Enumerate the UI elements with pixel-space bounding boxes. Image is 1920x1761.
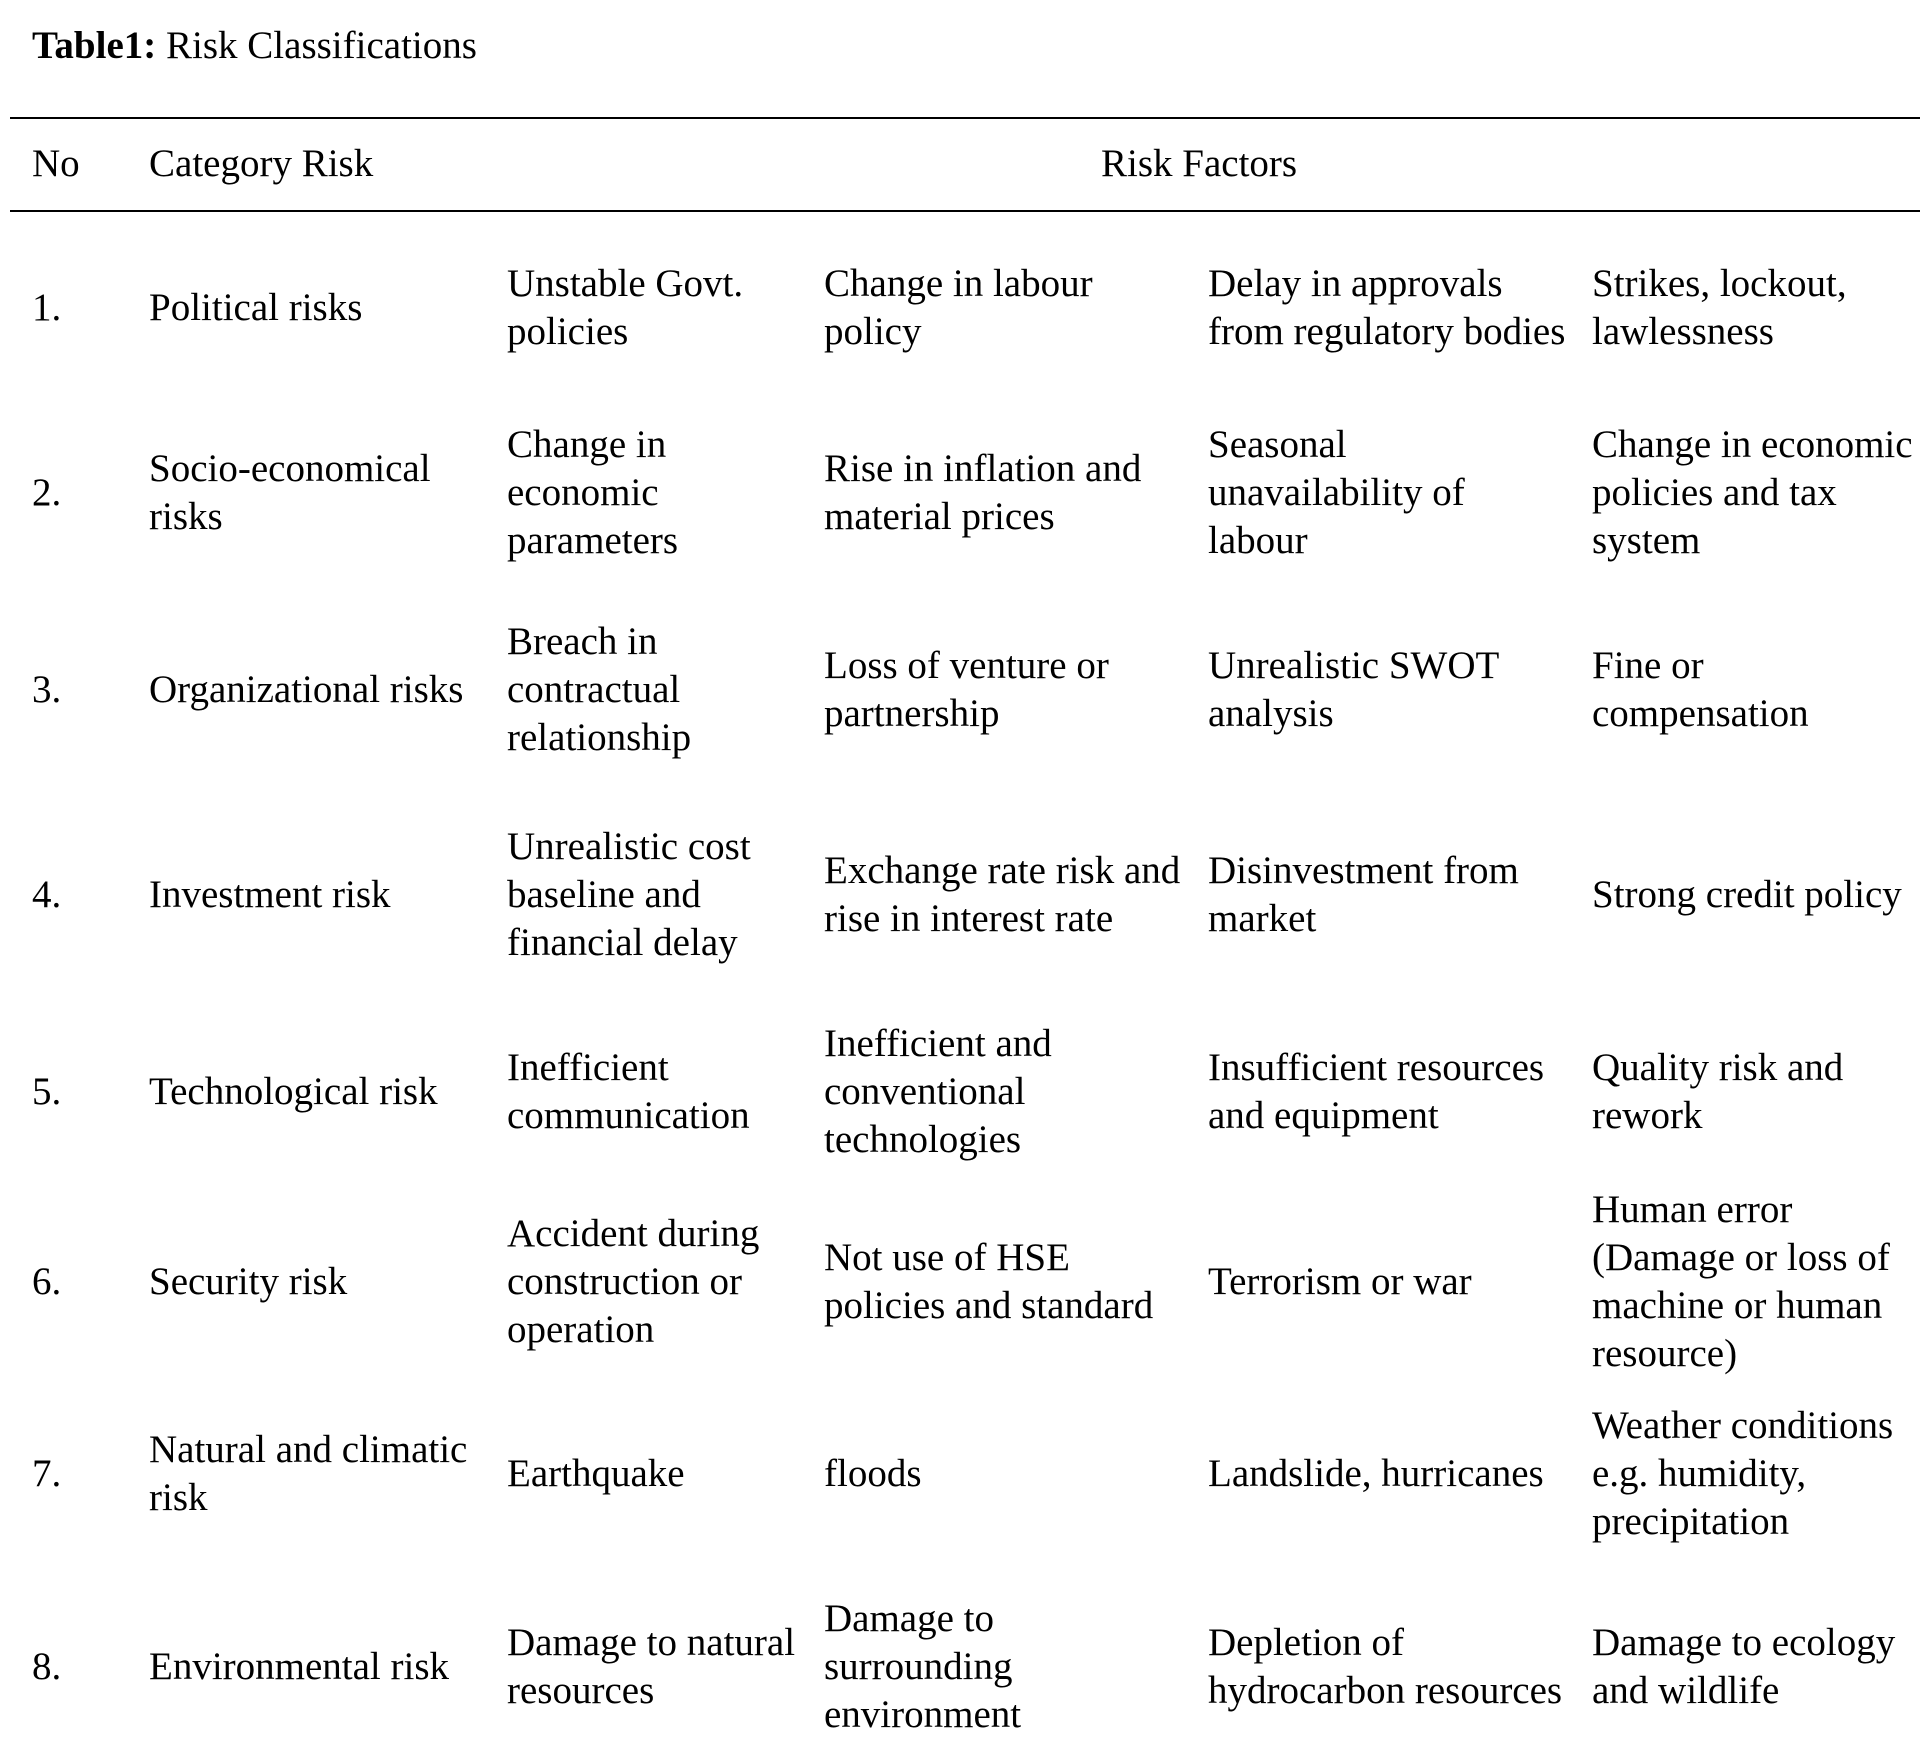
row-number: 7.	[32, 1452, 62, 1495]
row-number: 4.	[32, 873, 62, 916]
risk-factor: Breach in contractual relationship	[507, 620, 692, 759]
row-number: 6.	[32, 1260, 62, 1303]
risk-factor-cell	[1592, 228, 1920, 388]
header-risk-factors: Risk Factors	[1101, 142, 1298, 185]
risk-factor: Damage to natural resources	[507, 1621, 796, 1712]
risk-factor: Earthquake	[507, 1452, 685, 1495]
category-cell	[149, 800, 479, 990]
risk-factor-cell	[507, 800, 807, 990]
risk-factor: Not use of HSE policies and standard	[824, 1236, 1154, 1327]
table-row	[0, 228, 1920, 388]
risk-factor-cell	[1208, 1582, 1568, 1752]
risk-factor-cell	[1592, 1384, 1920, 1564]
table-row	[0, 1188, 1920, 1376]
risk-factor-cell	[824, 800, 1184, 990]
risk-factor: Strong credit policy	[1592, 873, 1902, 916]
risk-factor-cell	[824, 1384, 1184, 1564]
risk-factor: Landslide, hurricanes	[1208, 1452, 1544, 1495]
table-row	[0, 1582, 1920, 1752]
risk-factor: Weather conditions e.g. humidity, precipitation	[1592, 1404, 1894, 1543]
risk-factor: Change in labour policy	[824, 262, 1093, 353]
row-number: 8.	[32, 1645, 62, 1688]
risk-factor-cell	[1208, 408, 1568, 578]
risk-factor-cell	[824, 1000, 1184, 1184]
category-name: Natural and climatic risk	[149, 1428, 468, 1519]
risk-factor-cell	[1592, 800, 1920, 990]
risk-factor: Change in economic policies and tax system	[1592, 423, 1913, 562]
risk-factor-cell	[824, 1582, 1184, 1752]
header-no: No	[32, 142, 80, 185]
risk-factor-cell	[824, 606, 1184, 774]
risk-factor: Exchange rate risk and rise in interest rate	[824, 849, 1181, 940]
category-name: Political risks	[149, 286, 363, 329]
row-number-cell	[32, 606, 132, 774]
caption-title: Risk Classifications	[156, 24, 477, 67]
category-cell	[149, 1582, 479, 1752]
risk-factor: Unrealistic SWOT analysis	[1208, 644, 1499, 735]
category-cell	[149, 1384, 479, 1564]
risk-factor-cell	[1208, 1384, 1568, 1564]
category-name: Investment risk	[149, 873, 391, 916]
row-number: 1.	[32, 286, 62, 329]
category-cell	[149, 1188, 479, 1376]
row-number-cell	[32, 1188, 132, 1376]
risk-factor: Depletion of hydrocarbon resources	[1208, 1621, 1563, 1712]
risk-factor-cell	[1592, 408, 1920, 578]
risk-factor-cell	[824, 408, 1184, 578]
row-number: 3.	[32, 668, 62, 711]
risk-factor: Fine or compensation	[1592, 644, 1809, 735]
risk-factor: Quality risk and rework	[1592, 1046, 1844, 1137]
table-row	[0, 1384, 1920, 1564]
risk-factor: Strikes, lockout, lawlessness	[1592, 262, 1847, 353]
header-rule	[10, 210, 1920, 212]
risk-factor-cell	[1592, 1000, 1920, 1184]
risk-factor: Rise in inflation and material prices	[824, 447, 1142, 538]
category-cell	[149, 1000, 479, 1184]
risk-factor-cell	[507, 1384, 807, 1564]
table-row	[0, 606, 1920, 774]
category-name: Technological risk	[149, 1070, 438, 1113]
header-category-risk: Category Risk	[149, 142, 374, 185]
risk-factor: Loss of venture or partnership	[824, 644, 1109, 735]
risk-factor-cell	[1208, 1188, 1568, 1376]
risk-factor-cell	[1208, 228, 1568, 388]
table-row	[0, 408, 1920, 578]
table-row	[0, 800, 1920, 990]
risk-factor-cell	[1208, 1000, 1568, 1184]
caption-label: Table1:	[32, 24, 157, 67]
risk-factor-cell	[507, 1000, 807, 1184]
risk-factor-cell	[1592, 1582, 1920, 1752]
risk-factor-cell	[507, 408, 807, 578]
category-name: Organizational risks	[149, 668, 464, 711]
risk-factor-cell	[824, 228, 1184, 388]
risk-factor-cell	[507, 606, 807, 774]
category-name: Environmental risk	[149, 1645, 450, 1688]
risk-factor: floods	[824, 1452, 922, 1495]
risk-factor-cell	[1592, 1188, 1920, 1376]
top-rule	[10, 117, 1920, 119]
risk-factor-cell	[507, 1188, 807, 1376]
row-number-cell	[32, 1384, 132, 1564]
row-number: 5.	[32, 1070, 62, 1113]
risk-factor: Damage to ecology and wildlife	[1592, 1621, 1896, 1712]
risk-factor-cell	[1208, 800, 1568, 990]
risk-factor: Seasonal unavailability of labour	[1208, 423, 1465, 562]
risk-factor: Human error (Damage or loss of machine or human resource)	[1592, 1188, 1890, 1375]
risk-factor: Unrealistic cost baseline and financial delay	[507, 825, 751, 964]
category-cell	[149, 408, 479, 578]
row-number-cell	[32, 1000, 132, 1184]
table-caption	[32, 18, 477, 74]
risk-factor: Damage to surrounding environment	[824, 1597, 1022, 1736]
category-name: Socio-economical risks	[149, 447, 431, 538]
category-cell	[149, 228, 479, 388]
row-number-cell	[32, 228, 132, 388]
row-number-cell	[32, 800, 132, 990]
risk-factor-cell	[1208, 606, 1568, 774]
risk-factor-cell	[1592, 606, 1920, 774]
risk-factor-cell	[507, 228, 807, 388]
risk-factor-cell	[507, 1582, 807, 1752]
category-name: Security risk	[149, 1260, 348, 1303]
risk-factor-cell	[824, 1188, 1184, 1376]
table-row	[0, 1000, 1920, 1184]
risk-factor: Unstable Govt. policies	[507, 262, 744, 353]
risk-factor: Change in economic parameters	[507, 423, 679, 562]
row-number-cell	[32, 408, 132, 578]
row-number-cell	[32, 1582, 132, 1752]
row-number: 2.	[32, 471, 62, 514]
risk-factor: Disinvestment from market	[1208, 849, 1519, 940]
risk-factor: Inefficient communication	[507, 1046, 750, 1137]
risk-factor: Accident during construction or operation	[507, 1212, 760, 1351]
risk-factor: Inefficient and conventional technologies	[824, 1022, 1052, 1161]
risk-factor: Terrorism or war	[1208, 1260, 1472, 1303]
category-cell	[149, 606, 479, 774]
risk-factor: Delay in approvals from regulatory bodies	[1208, 262, 1566, 353]
risk-factor: Insufficient resources and equipment	[1208, 1046, 1545, 1137]
